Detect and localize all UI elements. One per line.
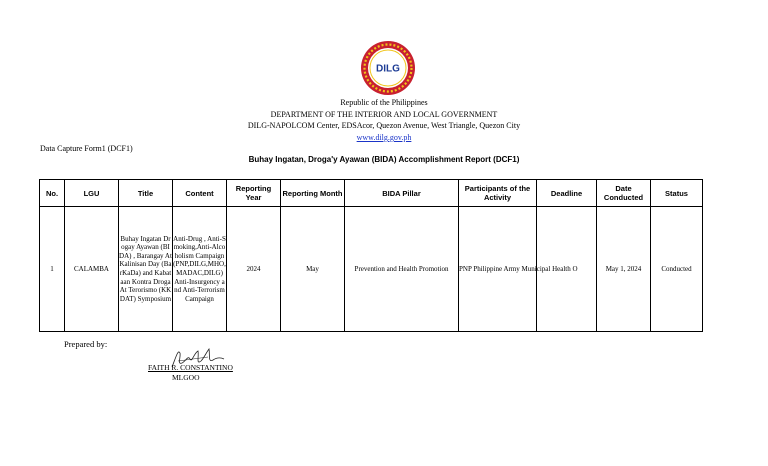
signatory-position: MLGOO bbox=[172, 373, 200, 382]
col-header-status: Status bbox=[651, 180, 703, 207]
header-department: DEPARTMENT OF THE INTERIOR AND LOCAL GOVERNMENT bbox=[270, 110, 498, 119]
cell-content: Anti-Drug , Anti-Smoking,Anti-Alcoholism Campaign (PNP,DILG,MHO,MADAC,DILG) Anti-Insurgency and Anti-Terrorism Campaign bbox=[173, 207, 227, 332]
cell-reporting-month: May bbox=[281, 207, 345, 332]
col-header-participants: Participants of the Activity bbox=[459, 180, 537, 207]
cell-date-conducted: May 1, 2024 bbox=[597, 207, 651, 332]
cell-participants: PNP Philippine Army Municipal Health O bbox=[459, 207, 537, 332]
col-header-lgu: LGU bbox=[65, 180, 119, 207]
cell-no: 1 bbox=[40, 207, 65, 332]
report-title: Buhay Ingatan, Droga'y Ayawan (BIDA) Accomplishment Report (DCF1) bbox=[248, 155, 520, 164]
cell-title: Buhay Ingatan Drogay Ayawan (BIDA) , Barangay At Kalinisan Day (BarKaDa) and Kabataan Kontra Droga At Terorismo (KKDAT) Symposium bbox=[119, 207, 173, 332]
col-header-no: No. bbox=[40, 180, 65, 207]
col-header-bida-pillar: BIDA Pillar bbox=[345, 180, 459, 207]
col-header-reporting-month: Reporting Month bbox=[281, 180, 345, 207]
col-header-title: Title bbox=[119, 180, 173, 207]
form-label: Data Capture Form1 (DCF1) bbox=[40, 144, 133, 153]
col-header-content: Content bbox=[173, 180, 227, 207]
col-header-deadline: Deadline bbox=[537, 180, 597, 207]
header-republic: Republic of the Philippines bbox=[340, 98, 428, 107]
col-header-date-conducted: Date Conducted bbox=[597, 180, 651, 207]
col-header-reporting-year: Reporting Year bbox=[227, 180, 281, 207]
table-header-row bbox=[40, 180, 703, 207]
cell-status: Conducted bbox=[651, 207, 703, 332]
website-link[interactable]: www.dilg.gov.ph bbox=[356, 133, 412, 142]
cell-lgu: CALAMBA bbox=[65, 207, 119, 332]
accomplishment-table bbox=[39, 179, 703, 332]
signatory-name: FAITH R. CONSTANTINO bbox=[148, 363, 233, 372]
prepared-by-label: Prepared by: bbox=[64, 339, 108, 349]
cell-bida-pillar: Prevention and Health Promotion bbox=[345, 207, 459, 332]
cell-reporting-year: 2024 bbox=[227, 207, 281, 332]
header-address: DILG-NAPOLCOM Center, EDSAcor, Quezon Avenue, West Triangle, Quezon City bbox=[247, 121, 521, 130]
dilg-seal-logo bbox=[360, 40, 416, 96]
logo-text: DILG bbox=[376, 63, 400, 75]
table-row bbox=[40, 207, 703, 332]
